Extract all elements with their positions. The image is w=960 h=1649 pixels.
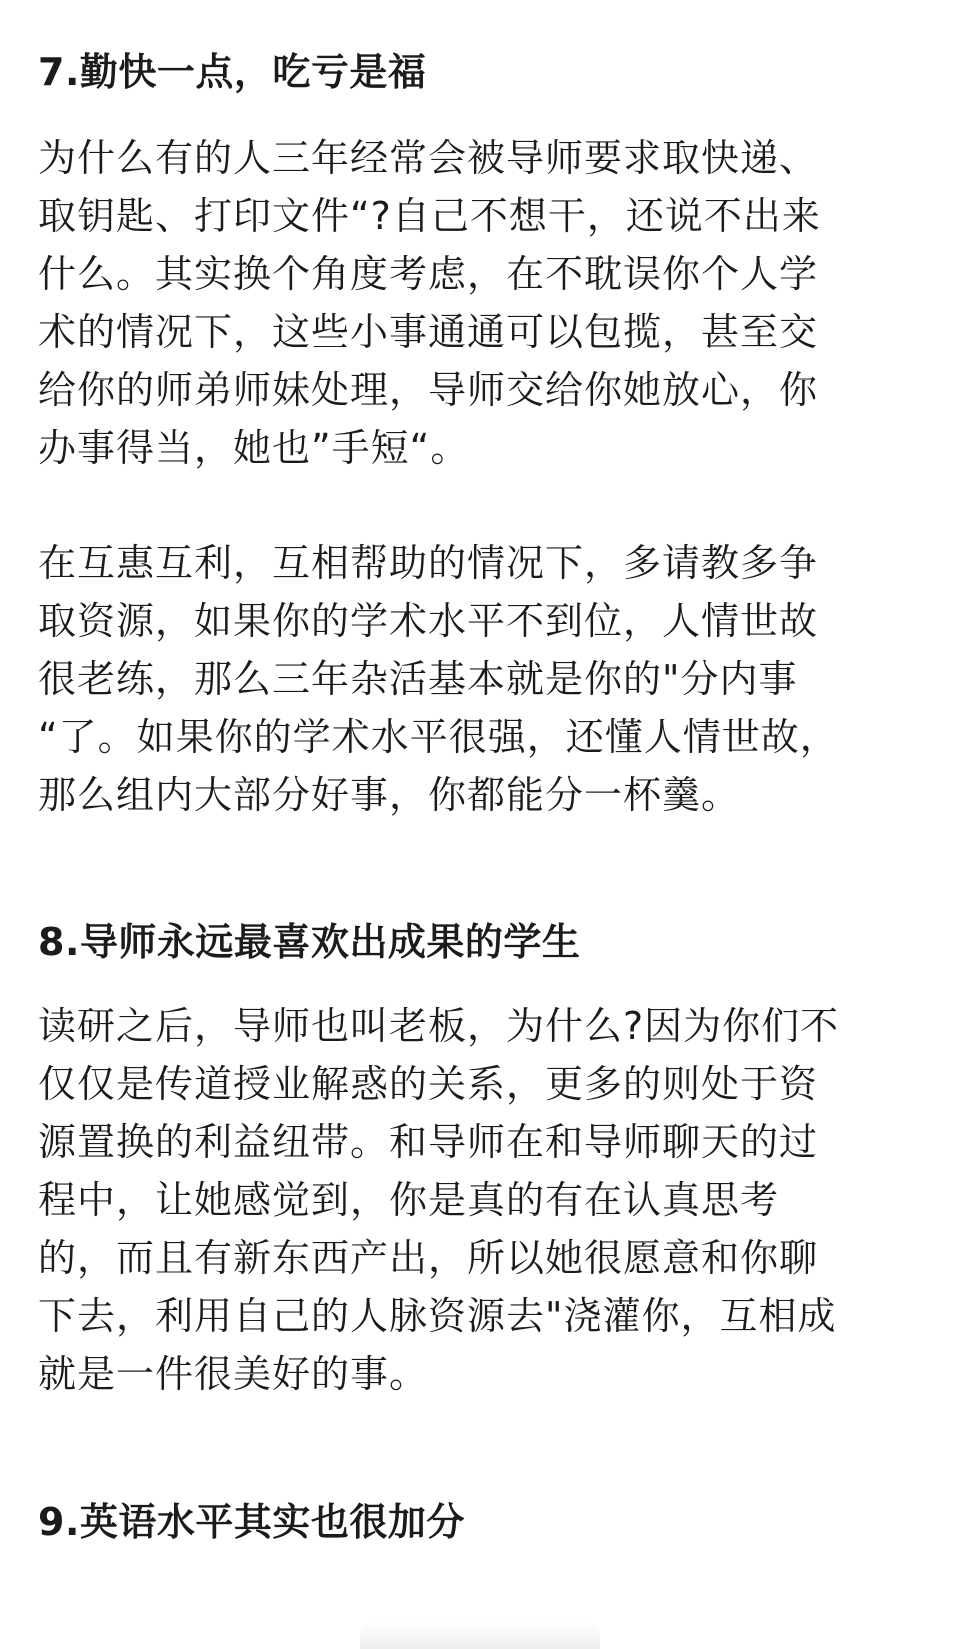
text-line: 那么组内大部分好事，你都能分一杯羹。 — [38, 773, 741, 817]
bottom-fade-overlay — [360, 1622, 600, 1649]
section-heading-7: 7.勤快一点，吃亏是福 — [38, 49, 427, 94]
text-line: 仅仅是传道授业解惑的关系，更多的则处于资 — [38, 1062, 819, 1106]
text-line: “了。如果你的学术水平很强，还懂人情世故， — [38, 715, 839, 759]
text-line: 办事得当，她也”手短“。 — [38, 426, 470, 470]
section-heading-9: 9.英语水平其实也很加分 — [38, 1499, 465, 1544]
text-line: 程中，让她感觉到，你是真的有在认真思考 — [38, 1178, 780, 1222]
text-line: 就是一件很美好的事。 — [38, 1352, 429, 1396]
section-8-paragraph-1 — [38, 997, 922, 1403]
text-line: 取资源，如果你的学术水平不到位，人情世故 — [38, 599, 819, 643]
text-line: 取钥匙、打印文件“?自己不想干，还说不出来 — [38, 194, 821, 238]
text-line: 读研之后，导师也叫老板，为什么?因为你们不 — [38, 1004, 840, 1048]
text-line: 在互惠互利，互相帮助的情况下，多请教多争 — [38, 541, 819, 585]
section-7-paragraph-2 — [38, 534, 922, 824]
text-line: 为什么有的人三年经常会被导师要求取快递、 — [38, 136, 819, 180]
text-line: 源置换的利益纽带。和导师在和导师聊天的过 — [38, 1120, 819, 1164]
text-line: 下去，利用自己的人脉资源去"浇灌你，互相成 — [38, 1294, 837, 1338]
text-line: 很老练，那么三年杂活基本就是你的"分内事 — [38, 657, 798, 701]
text-line: 什么。其实换个角度考虑，在不耽误你个人学 — [38, 252, 819, 296]
text-line: 的，而且有新东西产出，所以她很愿意和你聊 — [38, 1236, 819, 1280]
text-line: 给你的师弟师妹处理，导师交给你她放心，你 — [38, 368, 819, 412]
section-heading-8: 8.导师永远最喜欢出成果的学生 — [38, 919, 581, 964]
text-line: 术的情况下，这些小事通通可以包揽，甚至交 — [38, 310, 819, 354]
section-7-paragraph-1 — [38, 129, 922, 477]
